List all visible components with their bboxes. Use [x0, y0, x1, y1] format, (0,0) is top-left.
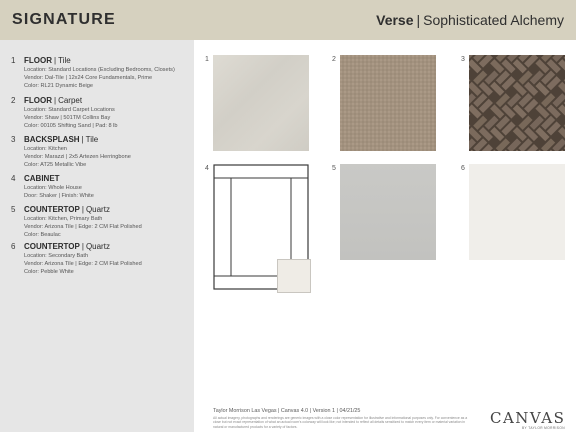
spec-color: Color: 00105 Shifting Sand | Pad: 8 lb [24, 123, 118, 130]
spec-vendor: Vendor: Marazzi | 2x5 Artezen Herringbone [24, 154, 131, 161]
spec-title: FLOOR | Carpet [24, 96, 83, 105]
spec-color: Color: Beaulac [24, 232, 61, 239]
spec-title: COUNTERTOP | Quartz [24, 205, 110, 214]
spec-item-backsplash [11, 135, 191, 170]
herringbone-pattern [469, 55, 565, 151]
swatch-number-4: 4 [205, 165, 209, 172]
spec-location: Location: Standard Carpet Locations [24, 107, 115, 113]
swatch-number-3: 3 [461, 56, 465, 63]
swatch-carpet [340, 55, 436, 151]
brand-title: SIGNATURE [12, 11, 116, 28]
swatch-quartz-beaulac [340, 164, 436, 260]
spec-sidebar [0, 40, 194, 432]
spec-vendor: Vendor: Shaw | 501TM Collins Bay [24, 115, 111, 122]
collection-tagline: Sophisticated Alchemy [423, 12, 564, 28]
spec-number: 1 [11, 56, 16, 65]
spec-number: 3 [11, 135, 16, 144]
logo-word: CANVAS [490, 409, 566, 427]
spec-title: BACKSPLASH | Tile [24, 135, 99, 144]
spec-item-countertop-kitchen [11, 205, 191, 240]
spec-location: Location: Whole House [24, 185, 82, 191]
spec-number: 2 [11, 96, 16, 105]
header-bar [0, 0, 576, 40]
logo-byline: BY TAYLOR MORRISON [522, 426, 565, 430]
spec-vendor: Vendor: Arizona Tile | Edge: 2 CM Flat Polished [24, 224, 142, 231]
spec-color: Color: Pebble White [24, 269, 74, 276]
swatch-number-1: 1 [205, 56, 209, 63]
swatch-backsplash-herringbone [469, 55, 565, 151]
footer-info: Taylor Morrison Las Vegas | Canvas 4.0 | Version 1 | 04/21/25 [213, 408, 361, 414]
spec-location: Location: Secondary Bath [24, 253, 89, 259]
spec-color: Color: RL21 Dynamic Beige [24, 83, 94, 90]
canvas-logo [488, 407, 568, 429]
spec-item-countertop-secondary [11, 242, 191, 277]
swatch-number-6: 6 [461, 165, 465, 172]
collection-title [376, 12, 564, 28]
spec-number: 5 [11, 205, 16, 214]
swatch-number-2: 2 [332, 56, 336, 63]
collection-name: Verse [376, 12, 414, 28]
swatch-number-5: 5 [332, 165, 336, 172]
collection-separator: | [416, 12, 421, 28]
footer-disclaimer: All actual imagery, photographs and renderings are generic images with a close color representation for illustrative and informational purposes only. For convenience as a close but not exact representation of what an actual room's colorway will look like; not intended to reflect all details sensitized to match every item or material variation in natural or manufactured products for a variety of factors. [213, 416, 468, 429]
spec-color: Color: AT25 Metallic Vibe [24, 162, 87, 169]
swatch-cabinet-shaker [213, 164, 309, 260]
swatch-floor-tile [213, 55, 309, 151]
spec-number: 6 [11, 242, 16, 251]
spec-title: CABINET [24, 174, 60, 183]
spec-door: Door: Shaker | Finish: White [24, 193, 94, 200]
spec-location: Location: Kitchen, Primary Bath [24, 216, 103, 222]
spec-item-floor-carpet [11, 96, 191, 131]
cabinet-finish-chip [277, 259, 311, 293]
spec-title: COUNTERTOP | Quartz [24, 242, 110, 251]
spec-location: Location: Standard Locations (Excluding Bedrooms, Closets) [24, 67, 175, 73]
spec-number: 4 [11, 174, 16, 183]
spec-vendor: Vendor: Dal-Tile | 12x24 Core Fundamentals, Prime [24, 75, 153, 82]
spec-item-floor-tile [11, 56, 191, 91]
spec-title: FLOOR | Tile [24, 56, 71, 65]
swatch-quartz-pebble-white [469, 164, 565, 260]
carpet-texture [340, 55, 436, 151]
spec-vendor: Vendor: Arizona Tile | Edge: 2 CM Flat Polished [24, 261, 142, 268]
spec-location: Location: Kitchen [24, 146, 67, 152]
spec-item-cabinet [11, 174, 191, 200]
